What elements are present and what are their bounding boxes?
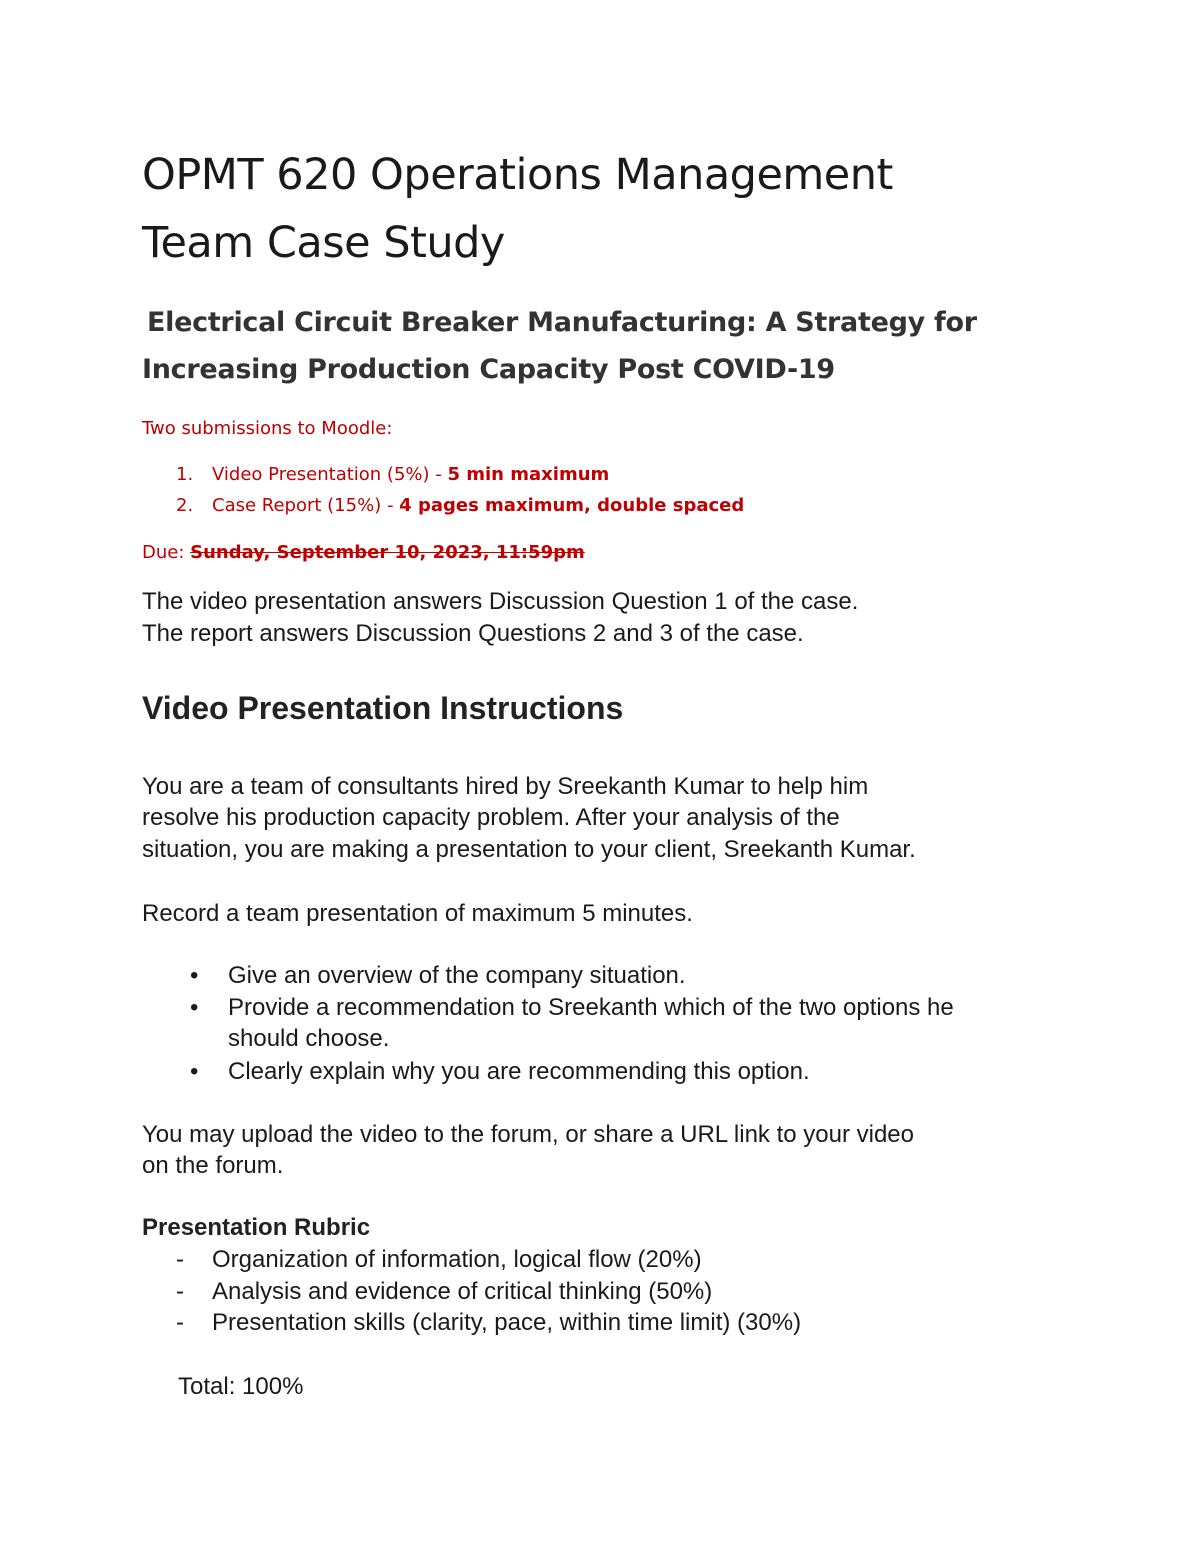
submission-number: 2. [176, 495, 194, 516]
upload-instruction-line-2: on the forum. [142, 1152, 284, 1179]
due-date-struck: Sunday, September 10, 2023, 11:59pm [190, 542, 585, 563]
case-subtitle-line-2: Increasing Production Capacity Post COVID-19 [142, 354, 835, 385]
bullet-marker: • [190, 962, 199, 989]
rubric-total: Total: 100% [178, 1373, 304, 1400]
record-instruction: Record a team presentation of maximum 5 minutes. [142, 900, 693, 927]
submission-number: 1. [176, 464, 194, 485]
bullet-text: Give an overview of the company situation. [228, 962, 686, 989]
document-title-line-2: Team Case Study [142, 218, 505, 268]
video-paragraph-line-3: situation, you are making a presentation to your client, Sreekanth Kumar. [142, 836, 916, 863]
bullet-marker: • [190, 994, 199, 1021]
case-subtitle-line-1: Electrical Circuit Breaker Manufacturing: A Strategy for [147, 307, 977, 338]
video-instructions-heading: Video Presentation Instructions [142, 690, 624, 726]
video-paragraph-line-2: resolve his production capacity problem. After your analysis of the [142, 804, 840, 831]
rubric-text: Presentation skills (clarity, pace, within time limit) (30%) [212, 1309, 802, 1336]
rubric-heading: Presentation Rubric [142, 1214, 371, 1241]
submission-label: Case Report (15%) - [212, 495, 400, 516]
submissions-heading: Two submissions to Moodle: [142, 418, 393, 439]
due-label: Due: [142, 542, 191, 563]
submission-detail: 5 min maximum [447, 464, 610, 485]
bullet-marker: • [190, 1058, 199, 1085]
bullet-text-continued: should choose. [228, 1025, 390, 1052]
submission-text [212, 495, 744, 516]
intro-line-2: The report answers Discussion Questions 2 and 3 of the case. [142, 620, 804, 647]
rubric-text: Organization of information, logical flow (20%) [212, 1246, 702, 1273]
bullet-text: Clearly explain why you are recommending this option. [228, 1058, 810, 1085]
intro-line-1: The video presentation answers Discussion Question 1 of the case. [142, 588, 859, 615]
bullet-text: Provide a recommendation to Sreekanth which of the two options he [228, 994, 954, 1021]
document-title-line-1: OPMT 620 Operations Management [142, 150, 893, 200]
rubric-marker: - [176, 1246, 184, 1273]
rubric-text: Analysis and evidence of critical thinking (50%) [212, 1278, 713, 1305]
rubric-marker: - [176, 1278, 184, 1305]
video-paragraph-line-1: You are a team of consultants hired by Sreekanth Kumar to help him [142, 773, 869, 800]
submission-text [212, 464, 609, 485]
due-date-line [142, 542, 585, 563]
submission-label: Video Presentation (5%) - [212, 464, 448, 485]
submission-detail: 4 pages maximum, double spaced [399, 495, 745, 516]
rubric-marker: - [176, 1309, 184, 1336]
upload-instruction-line-1: You may upload the video to the forum, or share a URL link to your video [142, 1121, 914, 1148]
